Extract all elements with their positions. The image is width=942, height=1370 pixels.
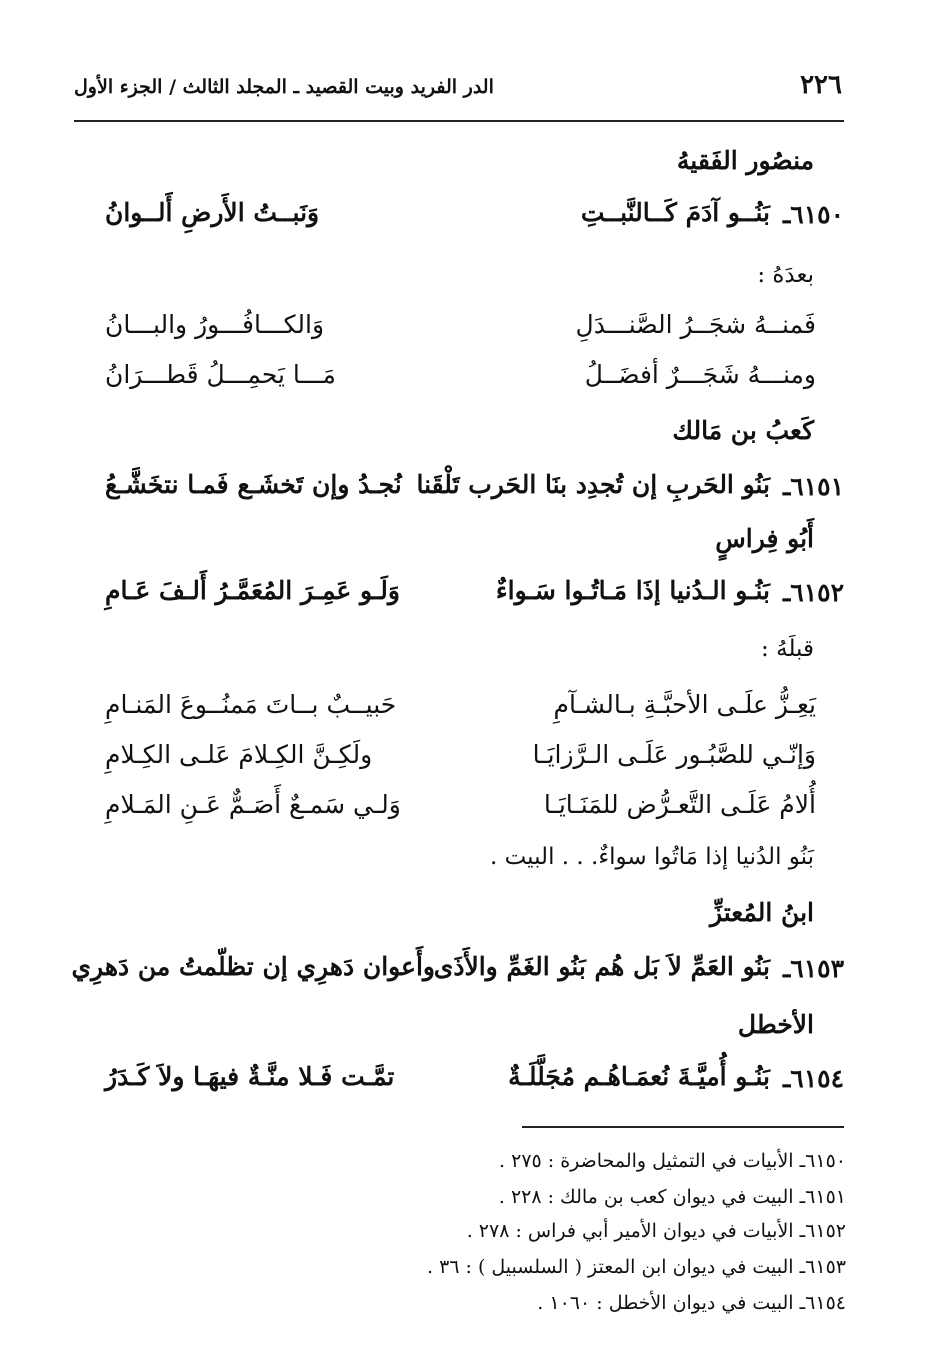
verse-second-hemistich: حَبيــبٌ بــاتَ مَمنُــوعَ المَنـامِ [105,690,397,719]
header-rule [74,120,844,122]
verse-number: ٦١٥٣ـ [782,954,844,983]
running-title: الدر الفريد وبيت القصيد ـ المجلد الثالث / الجزء الأول [74,76,494,98]
verse-first-hemistich: أُلامُ عَلَـى التَّعـرُّض للمَنَـايَـا [543,790,816,819]
verse-second-hemistich: وَلَـو عَمِـرَ المُعَمَّـرُ أَلـفَ عَـامِ [105,576,400,605]
verse-first-hemistich: ومنـــهُ شَجَـــرٌ أفضَــلُ [584,360,816,389]
poet-name: كَعبُ بن مَالك [672,416,814,445]
verse-first-hemistich: فَمنــهُ شجَــرُ الصَّنـــدَلِ [575,310,816,339]
verse-second-hemistich: وَالكـــافُـــورُ والبـــانُ [105,310,325,339]
verse-number: ٦١٥٢ـ [782,578,844,607]
verse-first-hemistich: بَنُـو أُميَّـةَ نُعمَـاهُـم مُجَلَّلَـةٌ [508,1062,770,1091]
verse-second-hemistich: وأَعوان دَهرِي إن تظلّمتُ من دَهرِي [71,952,435,981]
footnote: ٦١٥٣ـ البيت في ديوان ابن المعتز ( السلسبيل ) : ٣٦ . [426,1256,846,1278]
page-number: ٢٢٦ [800,70,842,100]
verse-first-hemistich: بَنُو العَمِّ لاَ بَل هُم بَنُو الغَمِّ والأَذَى [433,952,770,981]
poet-name: منصُور الفَقيهُ [676,146,814,175]
verse-number: ٦١٥٠ـ [782,200,844,229]
footnote: ٦١٥٢ـ الأبيات في ديوان الأمير أبي فراس : ٢٧٨ . [466,1220,846,1242]
footnote: ٦١٥٠ـ الأبيات في التمثيل والمحاضرة : ٢٧٥ . [499,1150,846,1172]
verse-reference: بَنُو الدُنيا إذا مَاتُوا سواءٌ. . . البيت . [489,844,814,870]
note-after: بعدَهُ : [757,262,814,288]
note-before: قبلَهُ : [761,636,814,662]
verse-first-hemistich: بَنُــو آدَمَ كَــالنَّبــتِ [580,198,770,227]
poet-name: أَبُو فِراسٍ [715,524,814,553]
verse-second-hemistich: نُجـدُ وإن تَخشَـع فَمـا نتخَشَّـعُ [105,470,402,499]
verse-first-hemistich: بَنُو الحَربِ إن تُجدِد بنَا الحَرب تَلْقَنا [416,470,770,499]
verse-second-hemistich: مَـــا يَحمِـــلُ قَطـــرَانُ [105,360,336,389]
verse-first-hemistich: وَإنّـي للصَّبُـور عَلَـى الـرَّزايَـا [532,740,816,769]
poet-name: ابنُ المُعتزِّ [709,898,814,927]
footnote: ٦١٥٤ـ البيت في ديوان الأخطل : ١٠٦٠ . [537,1292,846,1314]
verse-number: ٦١٥٤ـ [782,1064,844,1093]
footnote: ٦١٥١ـ البيت في ديوان كعب بن مالك : ٢٢٨ . [498,1186,846,1208]
verse-first-hemistich: يَعِـزُّ علَـى الأحبَّـةِ بـالشـآمِ [553,690,816,719]
verse-second-hemistich: ولَكِـنَّ الكِـلامَ عَلـى الكِـلامِ [105,740,373,769]
verse-first-hemistich: بَنُـو الـدُنيا إذَا مَـاتُـوا سَـواءٌ [495,576,770,605]
verse-second-hemistich: وَلـي سَمـعٌ أَصَـمٌّ عَـنِ المَـلامِ [105,790,401,819]
poet-name: الأخطل [737,1010,814,1039]
footnote-rule [522,1126,844,1128]
verse-number: ٦١٥١ـ [782,472,844,501]
verse-second-hemistich: تمَّـت فَـلا منَّـةٌ فيهَـا ولاَ كَـدَرُ [105,1062,395,1091]
verse-second-hemistich: وَنَبــتُ الأَرضِ أَلــوانُ [105,198,320,227]
